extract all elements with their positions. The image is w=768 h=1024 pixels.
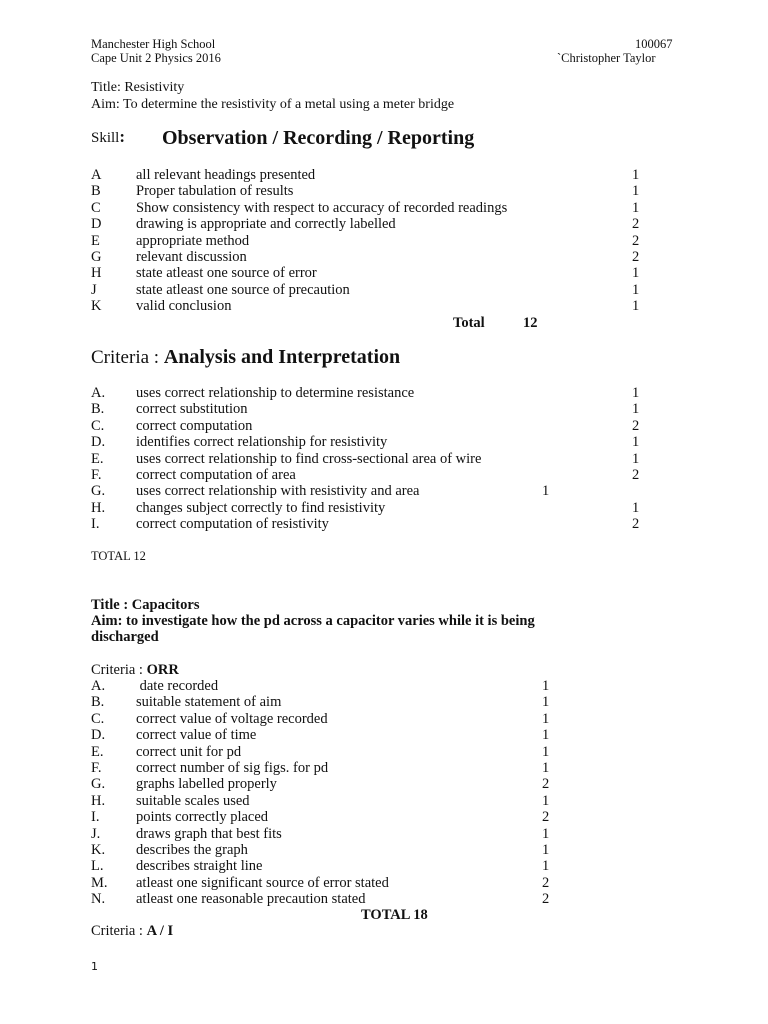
course-name: Cape Unit 2 Physics 2016 [91,51,221,65]
item-letter: K [91,298,102,315]
list-item [0,233,768,250]
criteria-label: Criteria : [91,662,147,678]
item-mark: 1 [632,401,640,418]
list-item [0,467,768,484]
item-text: graphs labelled properly [136,776,277,793]
item-mark: 1 [632,265,640,282]
item-mark: 1 [542,792,550,809]
item-text: state atleast one source of error [136,265,317,282]
item-mark: 2 [632,516,640,533]
item-text: correct computation of area [136,467,296,483]
item-mark: 1 [632,298,640,315]
item-letter: H [91,265,102,282]
item-mark: 1 [542,678,550,694]
list-item [0,249,768,266]
list-item [0,727,768,744]
item-text: suitable scales used [136,792,250,809]
item-text: uses correct relationship with resistivity and area [136,483,420,500]
item-letter: G. [91,776,106,793]
section3-aim-line2: discharged [91,629,159,645]
item-letter: M. [91,874,108,891]
criteria-value: ORR [146,662,179,678]
section2-total: TOTAL 12 [91,549,146,563]
section3-total: TOTAL 18 [361,907,428,923]
school-name: Manchester High School [91,37,216,51]
item-mark: 1 [632,385,640,401]
list-item [0,434,768,451]
item-mark: 1 [542,743,550,760]
item-text: valid conclusion [136,298,232,315]
item-letter: A. [91,385,106,401]
item-letter: B. [91,694,105,711]
item-text: correct value of time [136,727,257,744]
item-text: describes the graph [136,842,248,858]
list-item [0,711,768,728]
item-mark: 1 [542,858,550,875]
item-mark: 2 [542,809,550,826]
section1-aim: Aim: To determine the resistivity of a metal using a meter bridge [91,97,455,112]
item-letter: H. [91,792,106,809]
list-item [0,678,768,695]
item-letter: H. [91,499,106,516]
item-text: Show consistency with respect to accuracy of recorded readings [136,199,508,216]
section3-aim-line1: Aim: to investigate how the pd across a capacitor varies while it is being [91,613,535,629]
item-letter: G [91,249,102,265]
item-text: identifies correct relationship for resistivity [136,434,388,451]
skill-title: Observation / Recording / Reporting [162,127,475,149]
item-mark: 1 [632,167,640,183]
page-number: 1 [91,960,98,973]
item-mark: 2 [632,216,640,233]
item-text: correct unit for pd [136,743,242,760]
list-item [0,401,768,418]
list-item [0,200,768,217]
item-text: atleast one significant source of error stated [136,874,389,891]
list-item [0,694,768,711]
item-text: all relevant headings presented [136,167,316,183]
list-item [0,183,768,200]
item-mark: 1 [632,450,640,467]
list-item [0,451,768,468]
item-letter: E. [91,450,104,467]
item-mark: 2 [542,891,550,908]
item-mark: 1 [632,183,640,200]
list-item [0,891,768,908]
list-item [0,809,768,826]
section1-total-value: 12 [523,315,538,331]
section1-total-label: Total [453,315,485,331]
item-letter: D [91,216,102,233]
item-text: Proper tabulation of results [136,183,294,200]
item-text: correct computation [136,417,253,434]
item-letter: K. [91,842,106,858]
item-letter: N. [91,891,106,908]
item-text: uses correct relationship to determine resistance [136,385,415,401]
item-mark: 2 [632,417,640,434]
section3-criteria2 [91,923,173,940]
item-letter: D. [91,434,106,451]
list-item [0,744,768,761]
item-text: describes straight line [136,858,263,875]
list-item [0,776,768,793]
item-text: suitable statement of aim [136,694,282,711]
list-item [0,516,768,533]
list-item [0,500,768,517]
section2-title: Analysis and Interpretation [163,346,401,368]
criteria-label: Criteria : [91,923,147,939]
item-text: correct number of sig figs. for pd [136,760,329,776]
item-text: points correctly placed [136,809,269,826]
item-letter: C [91,199,101,216]
item-letter: J. [91,825,101,842]
item-letter: J [91,281,97,298]
item-mark: 2 [542,776,550,793]
item-letter: C. [91,710,105,727]
item-text: correct value of voltage recorded [136,710,328,727]
item-letter: E. [91,743,104,760]
item-text: date recorded [136,678,219,694]
item-text: draws graph that best fits [136,825,282,842]
item-mark: 1 [542,694,550,711]
item-mark: 1 [632,434,640,451]
student-name: `Christopher Taylor [557,51,656,65]
list-item [0,418,768,435]
id-number: 100067 [635,37,673,51]
item-letter: B. [91,401,105,418]
item-mark: 1 [542,710,550,727]
list-item [0,826,768,843]
item-mark: 2 [632,232,640,249]
section3-criteria [91,662,179,679]
item-text: appropriate method [136,232,250,249]
item-text: relevant discussion [136,249,247,265]
item-letter: L. [91,858,104,875]
item-text: drawing is appropriate and correctly labelled [136,216,396,233]
item-mark: 1 [632,199,640,216]
item-letter: D. [91,727,106,744]
item-mark: 1 [632,281,640,298]
section2-heading [91,346,400,369]
skill-heading [91,127,125,147]
item-mark: 2 [542,874,550,891]
item-mark: 1 [542,727,550,744]
section1-title: Title: Resistivity [91,80,185,95]
item-letter: A [91,167,102,183]
list-item [0,793,768,810]
list-item [0,385,768,402]
list-item [0,298,768,315]
item-letter: A. [91,678,106,694]
list-item [0,265,768,282]
item-letter: G. [91,483,106,500]
list-item [0,875,768,892]
item-text: correct computation of resistivity [136,516,329,533]
list-item [0,216,768,233]
item-text: uses correct relationship to find cross-sectional area of wire [136,450,482,467]
item-mark: 1 [542,760,550,776]
item-mark: 2 [632,249,640,265]
item-letter: C. [91,417,105,434]
item-mark: 1 [542,842,550,858]
item-mark: 1 [542,483,550,500]
list-item [0,483,768,500]
item-mark: 1 [542,825,550,842]
criteria-label: Criteria : [91,347,164,368]
criteria-value: A / I [146,923,174,939]
item-letter: F. [91,467,102,483]
list-item [0,760,768,777]
item-text: state atleast one source of precaution [136,281,350,298]
list-item [0,842,768,859]
item-text: changes subject correctly to find resistivity [136,499,386,516]
list-item [0,282,768,299]
list-item [0,167,768,184]
item-text: atleast one reasonable precaution stated [136,891,366,908]
item-letter: F. [91,760,102,776]
item-letter: I. [91,516,100,533]
item-letter: I. [91,809,100,826]
item-text: correct substitution [136,401,248,418]
section3-title: Title : Capacitors [91,597,200,613]
item-letter: E [91,232,100,249]
skill-colon: : [119,127,126,146]
skill-label: Skill [91,130,120,146]
item-letter: B [91,183,101,200]
item-mark: 2 [632,467,640,483]
list-item [0,858,768,875]
item-mark: 1 [632,499,640,516]
